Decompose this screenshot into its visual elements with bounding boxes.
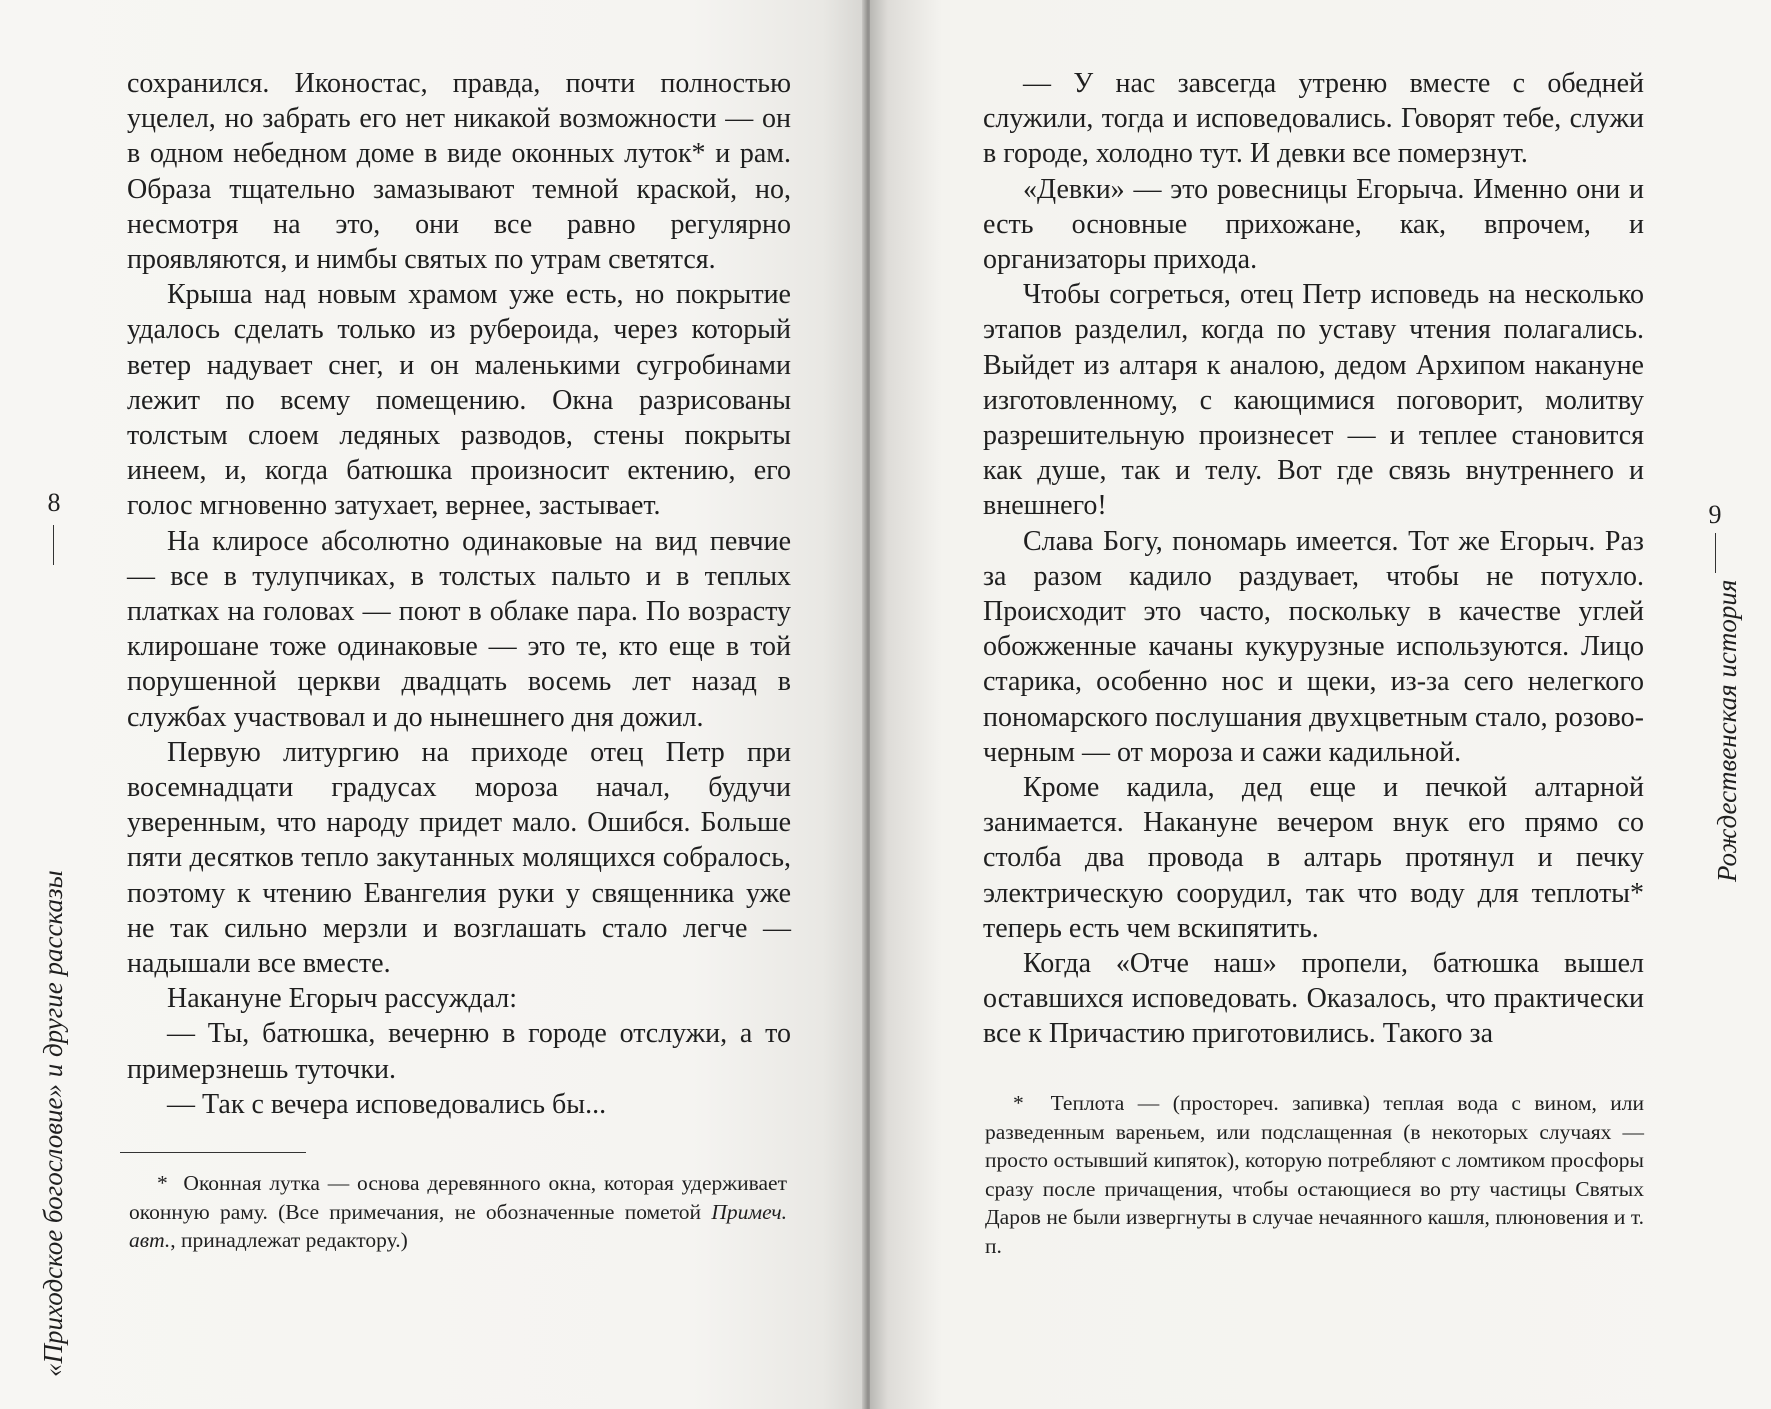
paragraph: сохранился. Иконостас, правда, почти полностью уцелел, но забрать его нет никакой возможности — он в одном небедном доме в виде оконных луток* и рам. Образа тщательно замазывают темной краской, но, несмотря на это, они все равно регулярно проявляются, и нимбы святых по утрам светятся. [127, 68, 791, 276]
paragraph: — Ты, батюшка, вечерню в городе отслужи, а то примерзнешь туточки. [127, 1018, 791, 1085]
paragraph: «Девки» — это ровесницы Егорыча. Именно они и есть основные прихожане, как, впрочем, и организаторы прихода. [983, 173, 1644, 276]
running-head-right-text: Рождественская история [1712, 579, 1742, 882]
paragraph: Чтобы согреться, отец Петр исповедь на несколько этапов разделил, когда по уставу чтения полагались. Выйдет из алтаря к аналою, дедом Архипом накануне изготовленному, с кающимися поговорит, молитву разрешительную произнесет — и теплее становится как душе, так и телу. Вот где связь внутреннего и внешнего! [983, 279, 1644, 522]
footnote-rule [120, 1152, 306, 1153]
footnote-text-end: , принадлежат редактору.) [170, 1228, 408, 1252]
footnote-marker: * [157, 1171, 168, 1195]
page-number: 8 [47, 488, 61, 517]
footnote-italic: Примеч. авт. [129, 1199, 787, 1252]
paragraph: Крыша над новым храмом уже есть, но покрытие удалось сделать только из рубероида, через который ветер надувает снег, и он маленькими сугробинами лежит по всему помещению. Окна разрисованы толстым слоем ледяных разводов, стены покрыты инеем, и, когда батюшка произносит ектению, его голос мгновенно затухает, вернее, застывает. [127, 279, 791, 522]
paragraph: Слава Богу, пономарь имеется. Тот же Егорыч. Раз за разом кадило раздувает, чтобы не потухло. Происходит это часто, поскольку в качестве углей обожженные качаны кукурузные используются. Лицо старика, особенно нос и щеки, из-за сего нелегкого пономарского послушания двухцветным стало, розово-черным — от мороза и сажи кадильной. [983, 525, 1644, 768]
running-head-right-wrap [1712, 579, 1752, 882]
footnote-marker: * [1013, 1091, 1024, 1115]
paragraph: На клиросе абсолютно одинаковые на вид певчие — все в тулупчиках, в толстых пальто и в теплых платках на головах — поют в облаке пара. По возрасту клирошане тоже одинаковые — это те, кто еще в той порушенной церкви двадцать восемь лет назад в службах участвовал и до нынешнего дня дожил. [127, 525, 791, 733]
paragraph: — У нас завсегда утреню вместе с обедней служили, тогда и исповедовались. Говорят тебе, служи в городе, холодно тут. И девки все померзнут. [983, 68, 1644, 170]
running-head: «Приходское богословие» и другие рассказы [38, 870, 68, 1377]
footnote-text: Теплота — (простореч. запивка) теплая вода с вином, или разведенным вареньем, или подслащенная (в некоторых случаях — просто остывший кипяток), которую потребляют с ломтиком просфоры сразу после причащения, чтобы остающиеся во рту частицы Святых Даров не были извергнуты в случае нечаянного кашля, плюновения и т. п. [985, 1091, 1644, 1258]
paragraph: — Так с вечера исповедовались бы... [167, 1088, 607, 1120]
footnote-right [985, 1089, 1644, 1260]
paragraph: Первую литургию на приходе отец Петр при восемнадцати градусах мороза начал, будучи уверенным, что народу придет мало. Ошибся. Больше пяти десятков тепло закутанных молящихся собралось, поэтому к чтению Евангелия руки у священника уже не так сильно мерзли и возглашать стало легче — надышали все вместе. [127, 736, 791, 980]
folio-divider-right [1715, 533, 1716, 573]
footnote-text: Оконная лутка — основа деревянного окна, которая удерживает оконную раму. (Все примечания, не обозначенные пометой [129, 1171, 787, 1224]
body-text [127, 66, 791, 1122]
paragraph: Кроме кадила, дед еще и печкой алтарной занимается. Накануне вечером внук его прямо со столба два провода в алтарь протянул и печку электрическую соорудил, так что воду для теплоты* теперь есть чем вскипятить. [983, 772, 1644, 944]
footnote [129, 1169, 787, 1255]
page-number-right: 9 [1708, 500, 1722, 529]
body-text-right [983, 66, 1644, 1052]
folio-divider [53, 525, 54, 565]
show-through [880, 70, 920, 770]
paragraph: Когда «Отче наш» пропели, батюшка вышел оставшихся исповедовать. Оказалось, что практически все к Причастию приготовились. Такого за [983, 948, 1644, 1050]
left-page [0, 0, 866, 1409]
paragraph: Накануне Егорыч рассуждал: [167, 983, 517, 1015]
